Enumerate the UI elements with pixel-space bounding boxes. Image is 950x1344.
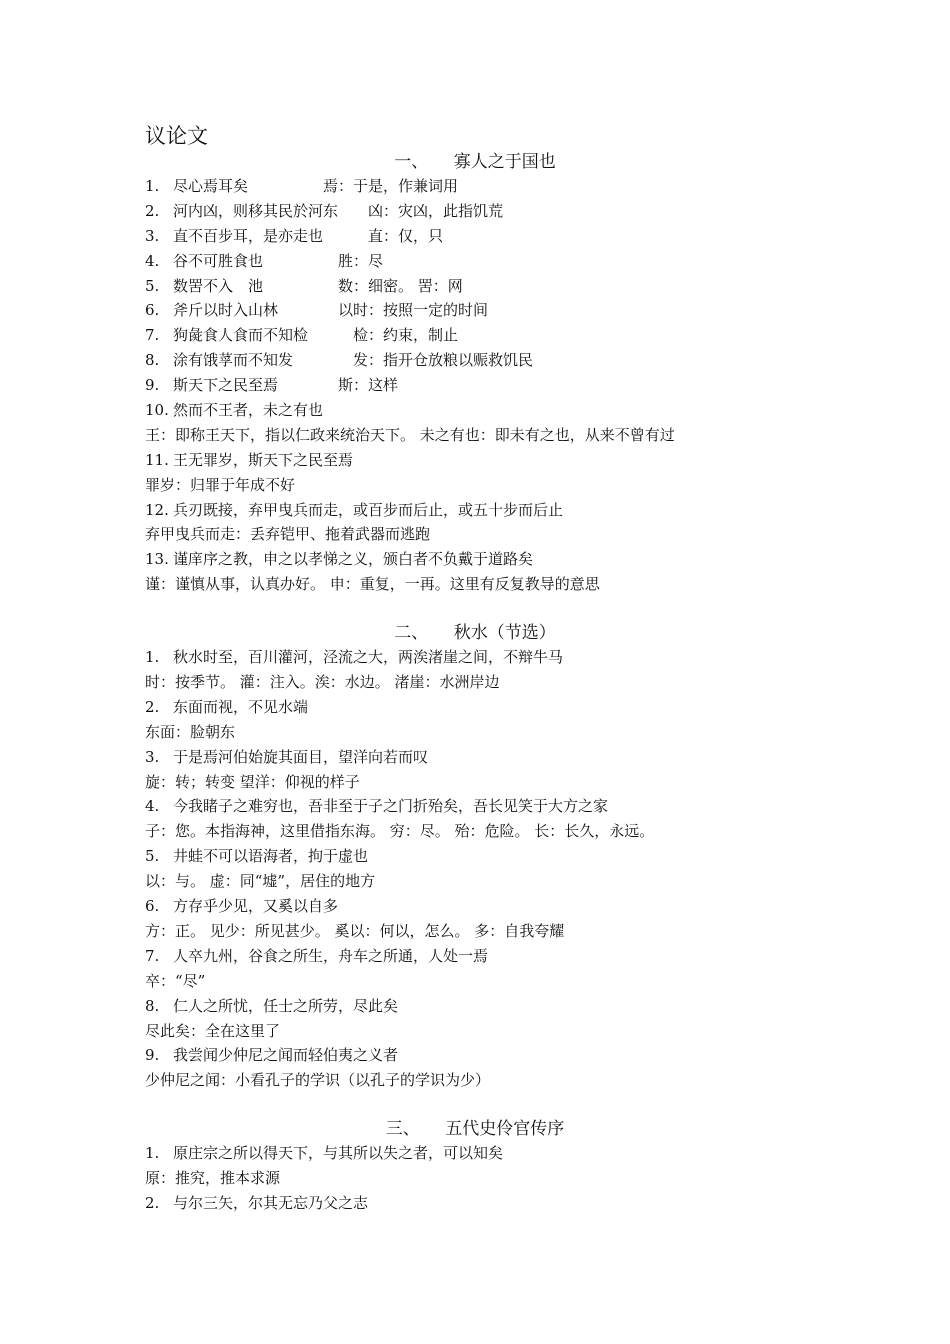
item-text: 原庄宗之所以得天下，与其所以失之者，可以知矣	[173, 1144, 504, 1163]
list-item	[145, 1141, 805, 1166]
annotation-line	[145, 522, 805, 547]
list-item	[145, 274, 805, 299]
item-number: 8.	[145, 996, 160, 1015]
list-item	[145, 224, 805, 249]
item-number: 3.	[145, 226, 160, 245]
item-text: 然而不王者，未之有也	[173, 401, 324, 420]
item-text: 狗彘食人食而不知检 检：约束，制止	[173, 326, 459, 345]
annotation-line	[145, 919, 805, 944]
annotation-text: 弃甲曳兵而走：丢弃铠甲、拖着武器而逃跑	[145, 525, 431, 544]
annotation-text: 谨：谨慎从事，认真办好。 申：重复，一再。这里有反复教导的意思	[145, 575, 600, 594]
item-number: 6.	[145, 301, 160, 320]
annotation-text: 尽此矣：全在这里了	[145, 1021, 281, 1040]
annotation-line	[145, 819, 805, 844]
list-item	[145, 1043, 805, 1068]
list-item	[145, 448, 805, 473]
annotation-line	[145, 473, 805, 498]
item-text: 河内凶，则移其民於河东 凶：灾凶，此指饥荒	[173, 201, 504, 220]
list-item	[145, 994, 805, 1019]
annotation-line	[145, 1166, 805, 1191]
list-item	[145, 398, 805, 423]
list-item	[145, 645, 805, 670]
annotation-line	[145, 423, 805, 448]
item-number: 1.	[145, 177, 160, 195]
item-number: 13.	[145, 550, 169, 569]
section-1	[145, 150, 805, 597]
item-number: 7.	[145, 326, 160, 345]
list-item	[145, 199, 805, 224]
item-text: 谨庠序之教，申之以孝悌之义，颁白者不负戴于道路矣	[173, 550, 534, 569]
list-item	[145, 373, 805, 398]
item-text: 方存乎少见，又奚以自多	[173, 897, 339, 916]
item-text: 斯天下之民至焉 斯：这样	[173, 376, 399, 395]
item-number: 4.	[145, 251, 160, 270]
item-number: 8.	[145, 351, 160, 370]
item-text: 数罟不入 池 数：细密。 罟：网	[173, 276, 463, 295]
item-number: 7.	[145, 946, 160, 965]
annotation-text: 卒：“尽”	[145, 971, 206, 990]
item-text: 斧斤以时入山林 以时：按照一定的时间	[173, 301, 489, 320]
list-item	[145, 547, 805, 572]
list-item	[145, 348, 805, 373]
item-number: 4.	[145, 797, 160, 816]
item-text: 井蛙不可以语海者，拘于虚也	[173, 847, 369, 866]
item-text: 我尝闻少仲尼之闻而轻伯夷之义者	[173, 1046, 399, 1065]
item-number: 11.	[145, 450, 169, 469]
list-item	[145, 745, 805, 770]
item-number: 2.	[145, 1193, 160, 1212]
annotation-text: 东面：脸朝东	[145, 722, 236, 741]
list-item	[145, 844, 805, 869]
item-text: 王无罪岁，斯天下之民至焉	[173, 450, 354, 469]
annotation-line	[145, 869, 805, 894]
annotation-line	[145, 1019, 805, 1044]
item-number: 5.	[145, 276, 160, 295]
item-text: 今我睹子之难穷也，吾非至于子之门折殆矣，吾长见笑于大方之家	[173, 797, 609, 816]
annotation-text: 时：按季节。 灌：注入。涘：水边。 渚崖：水洲岸边	[145, 673, 500, 692]
list-item	[145, 498, 805, 523]
annotation-text: 王：即称王天下，指以仁政来统治天下。 未之有也：即未有之也，从来不曾有过	[145, 425, 675, 444]
list-item	[145, 794, 805, 819]
section-spacer	[145, 1093, 805, 1117]
annotation-line	[145, 1068, 805, 1093]
list-item	[145, 695, 805, 720]
item-number: 3.	[145, 747, 160, 766]
item-text: 谷不可胜食也 胜：尽	[173, 251, 384, 270]
item-number: 9.	[145, 376, 160, 395]
annotation-text: 旋：转；转变 望洋：仰视的样子	[145, 772, 360, 791]
section-title: 一、 寡人之于国也	[394, 152, 556, 172]
item-text: 涂有饿莩而不知发 发：指开仓放粮以赈救饥民	[173, 351, 534, 370]
item-text: 尽心焉耳矣 焉：于是，作兼词用	[173, 177, 459, 195]
list-item	[145, 944, 805, 969]
section-3	[145, 1117, 805, 1216]
annotation-line	[145, 720, 805, 745]
annotation-text: 少仲尼之闻：小看孔子的学识（以孔子的学识为少）	[145, 1071, 491, 1090]
section-spacer	[145, 597, 805, 621]
section-title: 三、 五代史伶官传序	[385, 1119, 565, 1140]
annotation-line	[145, 770, 805, 795]
item-number: 1.	[145, 1144, 160, 1163]
item-number: 2.	[145, 697, 160, 716]
item-text: 与尔三矢，尔其无忘乃父之志	[173, 1193, 369, 1212]
annotation-text: 原：推究，推本求源	[145, 1169, 281, 1188]
list-item	[145, 298, 805, 323]
list-item	[145, 323, 805, 348]
section-2	[145, 621, 805, 1093]
item-number: 1.	[145, 648, 160, 667]
document-page	[145, 122, 805, 1216]
annotation-line	[145, 969, 805, 994]
list-item	[145, 249, 805, 274]
section-title: 二、 秋水（节选）	[394, 623, 556, 644]
item-number: 9.	[145, 1046, 160, 1065]
list-item	[145, 174, 805, 199]
annotation-text: 方：正。 见少：所见甚少。 奚以：何以，怎么。 多：自我夸耀	[145, 921, 565, 940]
item-number: 6.	[145, 897, 160, 916]
document-title: 议论文	[145, 124, 208, 148]
annotation-line	[145, 670, 805, 695]
list-item	[145, 1191, 805, 1216]
item-text: 直不百步耳，是亦走也 直：仅，只	[173, 226, 444, 245]
list-item	[145, 894, 805, 919]
item-number: 12.	[145, 500, 169, 519]
item-number: 10.	[145, 401, 169, 420]
item-number: 2.	[145, 201, 160, 220]
annotation-text: 子：您。本指海神，这里借指东海。 穷：尽。 殆：危险。 长：长久，永远。	[145, 822, 655, 841]
item-text: 于是焉河伯始旋其面目，望洋向若而叹	[173, 747, 429, 766]
item-text: 仁人之所忧，任士之所劳，尽此矣	[173, 996, 399, 1015]
annotation-text: 罪岁：归罪于年成不好	[145, 475, 296, 494]
item-text: 东面而视，不见水端	[173, 697, 309, 716]
annotation-text: 以：与。 虚：同“墟”，居住的地方	[145, 872, 376, 891]
item-text: 秋水时至，百川灌河，泾流之大，两涘渚崖之间，不辩牛马	[173, 648, 564, 667]
item-text: 人卒九州，谷食之所生，舟车之所通，人处一焉	[173, 946, 489, 965]
item-text: 兵刃既接，弃甲曳兵而走，或百步而后止，或五十步而后止	[173, 500, 564, 519]
item-number: 5.	[145, 847, 160, 866]
annotation-line	[145, 572, 805, 597]
